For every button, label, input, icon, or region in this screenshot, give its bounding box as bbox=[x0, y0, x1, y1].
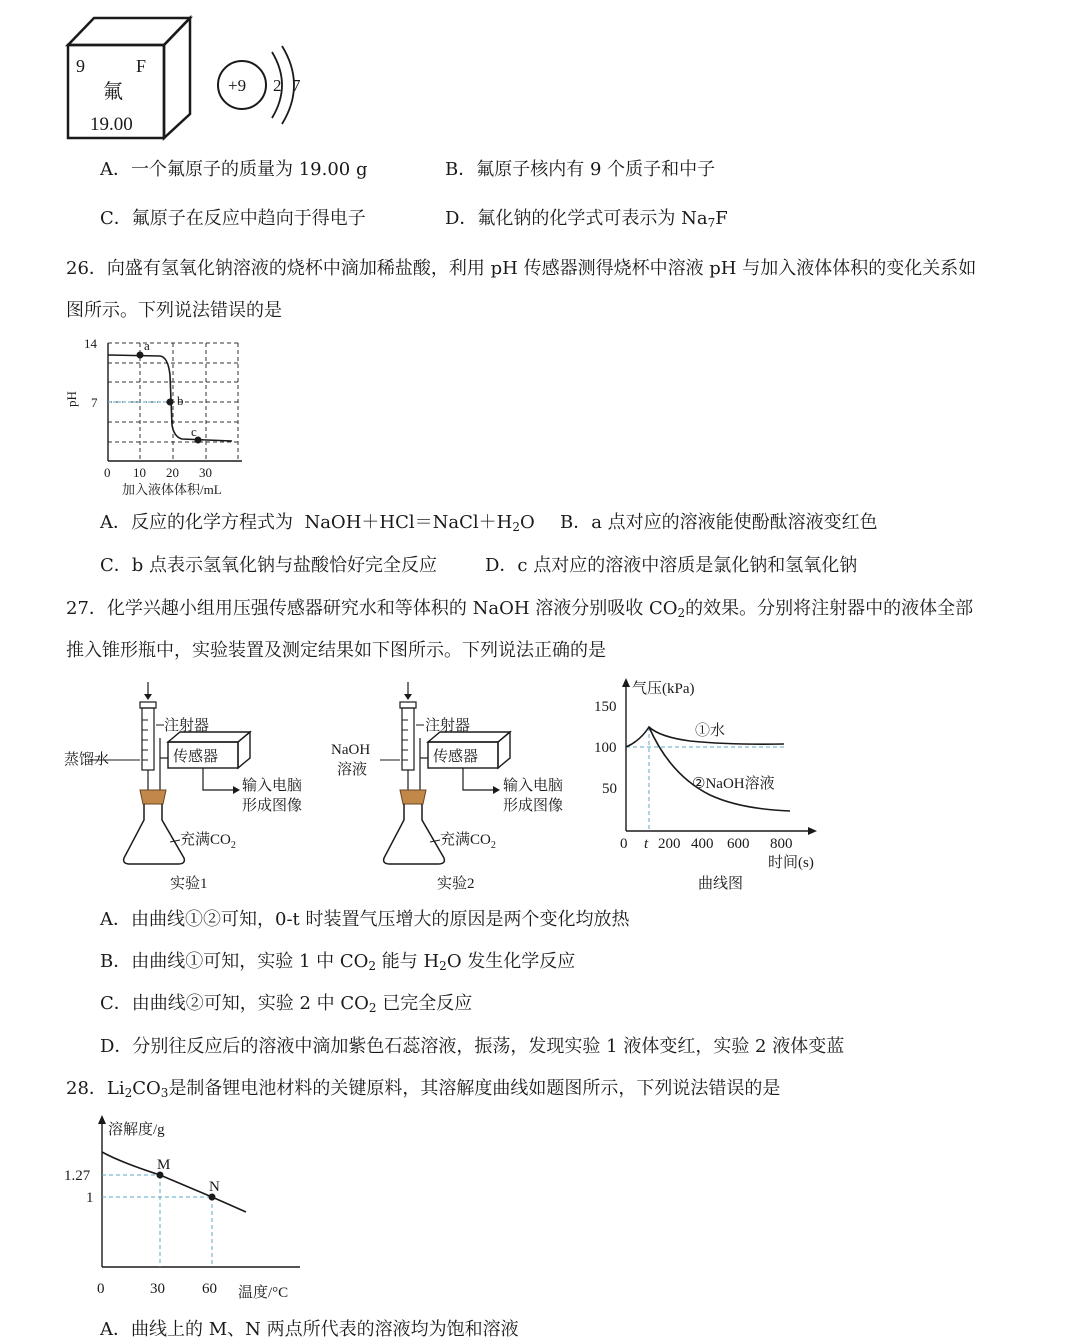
exp1-liquid-label: 蒸馏水 bbox=[64, 752, 110, 768]
ph-xtick-10: 10 bbox=[133, 465, 146, 480]
point-c-label: c bbox=[191, 424, 197, 439]
solubility-ylabel: 溶解度/g bbox=[108, 1122, 165, 1138]
pressure-ytick-50: 50 bbox=[602, 781, 617, 797]
pressure-caption: 曲线图 bbox=[698, 876, 744, 892]
pressure-xlabel: 时间(s) bbox=[768, 855, 814, 871]
exp2-sensor-label: 传感器 bbox=[433, 749, 479, 765]
point-b-label: b bbox=[177, 393, 184, 408]
ph-chart bbox=[60, 335, 260, 500]
ph-ytick-7: 7 bbox=[91, 395, 98, 410]
ph-ylabel: pH bbox=[64, 391, 79, 407]
q26-stem-line2: 图所示。下列说法错误的是 bbox=[66, 300, 282, 321]
solubility-xlabel: 温度/°C bbox=[238, 1285, 289, 1301]
q25-option-b: B．氟原子核内有 9 个质子和中子 bbox=[445, 159, 716, 180]
q26-stem-line1: 26．向盛有氢氧化钠溶液的烧杯中滴加稀盐酸，利用 pH 传感器测得烧杯中溶液 pH 与加入液体体积的变化关系如 bbox=[66, 258, 977, 279]
point-a-label: a bbox=[144, 338, 150, 353]
ph-curve bbox=[108, 355, 232, 441]
pressure-xtick-600: 600 bbox=[727, 836, 750, 852]
pressure-ytick-150: 150 bbox=[594, 699, 617, 715]
solubility-ytick-1: 1 bbox=[86, 1190, 94, 1206]
ph-xtick-20: 20 bbox=[166, 465, 179, 480]
element-cell-figure bbox=[60, 10, 320, 145]
solubility-xtick-0: 0 bbox=[97, 1281, 105, 1297]
pressure-xtick-200: 200 bbox=[658, 836, 681, 852]
exp2-liquid-line1: NaOH bbox=[331, 742, 371, 758]
exp1-output-line2: 形成图像 bbox=[242, 798, 303, 814]
solubility-ytick-127: 1.27 bbox=[64, 1168, 91, 1184]
shell-2-electrons: 7 bbox=[292, 76, 301, 95]
exp2-caption: 实验2 bbox=[437, 876, 475, 892]
exp1-sensor-label: 传感器 bbox=[173, 749, 219, 765]
nucleus-charge: +9 bbox=[228, 76, 247, 95]
exp1-syringe-label: 注射器 bbox=[164, 718, 210, 734]
experiment-2-apparatus bbox=[325, 680, 595, 895]
q27-option-a: A．由曲线①②可知，0-t 时装置气压增大的原因是两个变化均放热 bbox=[100, 909, 630, 930]
point-n-label: N bbox=[209, 1179, 220, 1195]
exp1-output-line1: 输入电脑 bbox=[242, 778, 303, 794]
pressure-xtick-t: t bbox=[644, 836, 649, 852]
exp2-output-line2: 形成图像 bbox=[503, 798, 564, 814]
exp1-gas-label: 充满$CO_2$ bbox=[180, 832, 236, 851]
q26-option-a: A．反应的化学方程式为 $NaOH+HCl=NaCl+H_2O$ bbox=[100, 512, 535, 534]
pressure-ylabel: 气压(kPa) bbox=[632, 681, 695, 697]
pressure-xtick-0: 0 bbox=[620, 836, 628, 852]
point-m-label: M bbox=[157, 1157, 171, 1173]
point-a-marker bbox=[137, 352, 144, 359]
exp2-output-line1: 输入电脑 bbox=[503, 778, 564, 794]
q27-option-b: B．由曲线①可知，实验 1 中 $CO_2$ 能与 $H_2O$ 发生化学反应 bbox=[100, 951, 576, 973]
q26-option-d: D．c 点对应的溶液中溶质是氯化钠和氢氧化钠 bbox=[485, 555, 858, 576]
q26-option-b: B．a 点对应的溶液能使酚酞溶液变红色 bbox=[560, 512, 878, 533]
pressure-ytick-100: 100 bbox=[594, 740, 617, 756]
ph-xlabel: 加入液体体积/mL bbox=[122, 482, 222, 497]
point-b-marker bbox=[167, 399, 174, 406]
element-name: 氟 bbox=[103, 81, 123, 103]
pressure-curve-chart bbox=[590, 675, 830, 897]
q28-stem: 28．$Li_2CO_3$是制备锂电池材料的关键原料，其溶解度曲线如题图所示，下列说法错误的是 bbox=[66, 1078, 781, 1100]
curve-water-label: ①水 bbox=[695, 723, 726, 739]
solubility-xtick-30: 30 bbox=[150, 1281, 165, 1297]
q26-option-c: C．b 点表示氢氧化钠与盐酸恰好完全反应 bbox=[100, 555, 438, 576]
pressure-xtick-400: 400 bbox=[691, 836, 714, 852]
solubility-curve bbox=[102, 1152, 246, 1212]
ph-ytick-14: 14 bbox=[84, 336, 97, 351]
q27-option-c: C．由曲线②可知，实验 2 中 $CO_2$ 已完全反应 bbox=[100, 993, 473, 1015]
q25-option-c: C．氟原子在反应中趋向于得电子 bbox=[100, 208, 366, 229]
exp1-caption: 实验1 bbox=[170, 876, 208, 892]
exp2-syringe-label: 注射器 bbox=[425, 718, 471, 734]
ph-xtick-0: 0 bbox=[104, 465, 111, 480]
ph-xtick-30: 30 bbox=[199, 465, 212, 480]
solubility-xtick-60: 60 bbox=[202, 1281, 217, 1297]
curve-naoh-label: ②NaOH溶液 bbox=[692, 776, 775, 792]
element-symbol: F bbox=[136, 56, 147, 76]
experiment-1-apparatus bbox=[60, 680, 330, 895]
q27-stem-line1: 27．化学兴趣小组用压强传感器研究水和等体积的 NaOH 溶液分别吸收 $CO_2$的效果。分别将注射器中的液体全部 bbox=[66, 598, 974, 620]
shell-1-electrons: 2 bbox=[273, 76, 282, 95]
solubility-chart bbox=[60, 1112, 320, 1307]
exp2-liquid-line2: 溶液 bbox=[337, 762, 368, 778]
q25-option-d: D．氟化钠的化学式可表示为 $Na_7F$ bbox=[445, 208, 728, 230]
curve-naoh bbox=[649, 727, 790, 811]
q25-option-a: A．一个氟原子的质量为 19.00 g bbox=[100, 159, 368, 180]
element-number: 9 bbox=[76, 56, 85, 76]
exp2-gas-label: 充满$CO_2$ bbox=[440, 832, 496, 851]
q28-option-a: A．曲线上的 M、N 两点所代表的溶液均为饱和溶液 bbox=[100, 1319, 519, 1340]
pressure-xtick-800: 800 bbox=[770, 836, 793, 852]
element-mass: 19.00 bbox=[90, 114, 133, 135]
q27-stem-line2: 推入锥形瓶中，实验装置及测定结果如下图所示。下列说法正确的是 bbox=[66, 640, 606, 661]
q27-option-d: D．分别往反应后的溶液中滴加紫色石蕊溶液，振荡，发现实验 1 液体变红，实验 2 液体变蓝 bbox=[100, 1036, 845, 1057]
